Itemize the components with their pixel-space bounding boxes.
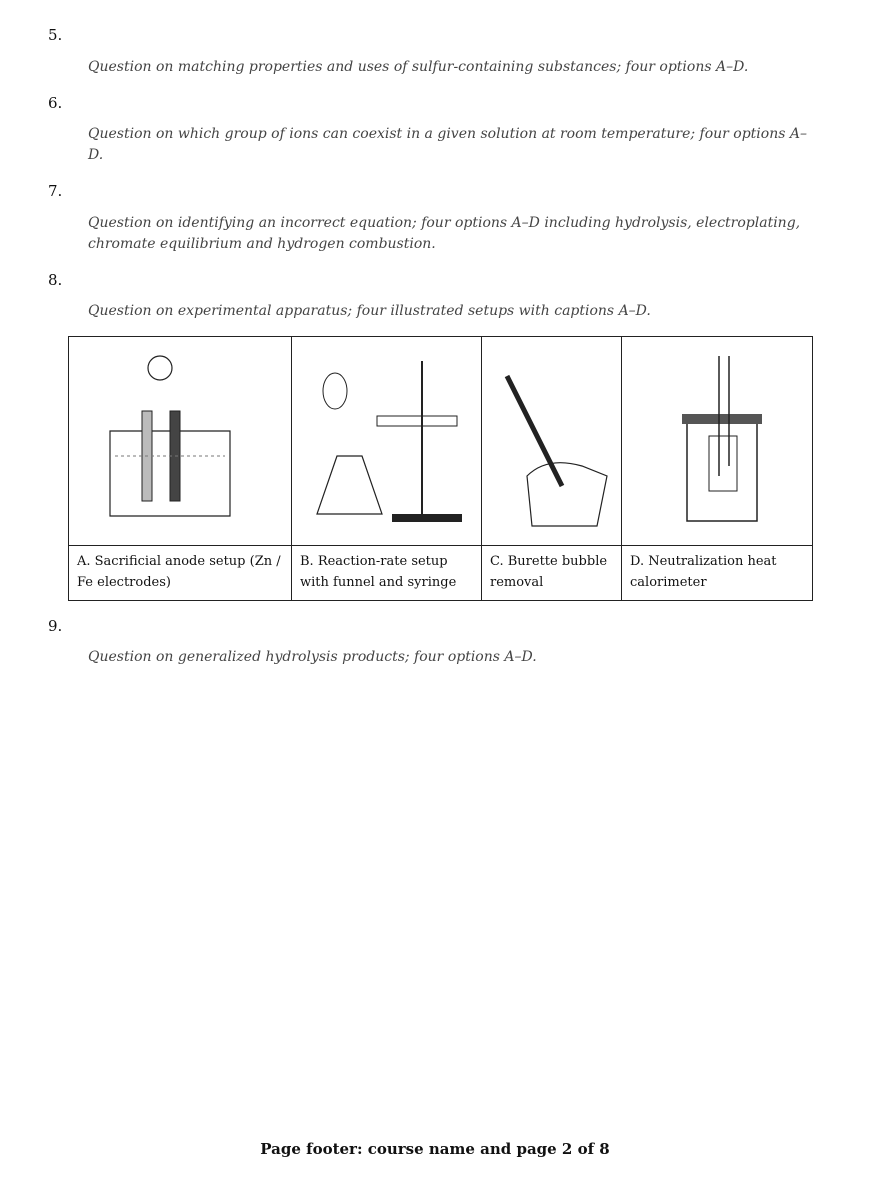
question-5-summary: Question on matching properties and uses of sulfur-containing substances; four options A–D. bbox=[88, 58, 749, 75]
question-9-number: 9. bbox=[48, 616, 63, 635]
apparatus-cell-a bbox=[69, 337, 292, 600]
question-7-number: 7. bbox=[48, 182, 63, 200]
burette-hand-diagram bbox=[487, 346, 617, 536]
apparatus-cell-d bbox=[622, 337, 812, 600]
apparatus-c-caption: C. Burette bubble removal bbox=[490, 554, 608, 590]
question-8-number: 8. bbox=[48, 270, 63, 289]
calorimeter-diagram bbox=[627, 346, 807, 536]
apparatus-a-figure bbox=[69, 337, 291, 546]
question-6-number: 6. bbox=[48, 93, 63, 112]
question-9-summary: Question on generalized hydrolysis products; four options A–D. bbox=[88, 649, 537, 666]
question-7-summary: Question on identifying an incorrect equation; four options A–D including hydrolysis, electroplating, chromate equilibrium and hydrogen combustion. bbox=[88, 214, 801, 252]
apparatus-d-figure bbox=[622, 337, 812, 546]
galvanic-cell-diagram bbox=[80, 346, 280, 536]
question-5-number: 5. bbox=[48, 26, 63, 44]
apparatus-cell-b bbox=[292, 337, 482, 600]
question-6-summary: Question on which group of ions can coexist in a given solution at room temperature; four options A–D. bbox=[88, 126, 807, 163]
apparatus-a-caption: A. Sacrificial anode setup (Zn / Fe electrodes) bbox=[77, 554, 281, 590]
apparatus-c-figure bbox=[482, 337, 621, 546]
apparatus-b-figure bbox=[292, 337, 481, 546]
apparatus-b-caption: B. Reaction-rate setup with funnel and syringe bbox=[300, 554, 457, 590]
apparatus-cell-c bbox=[482, 337, 622, 600]
apparatus-d-caption: D. Neutralization heat calorimeter bbox=[630, 554, 777, 590]
question-8-summary: Question on experimental apparatus; four illustrated setups with captions A–D. bbox=[88, 303, 651, 319]
reaction-rate-apparatus-diagram bbox=[297, 346, 477, 536]
apparatus-table bbox=[68, 336, 813, 601]
page-footer: Page footer: course name and page 2 of 8 bbox=[260, 1140, 610, 1158]
